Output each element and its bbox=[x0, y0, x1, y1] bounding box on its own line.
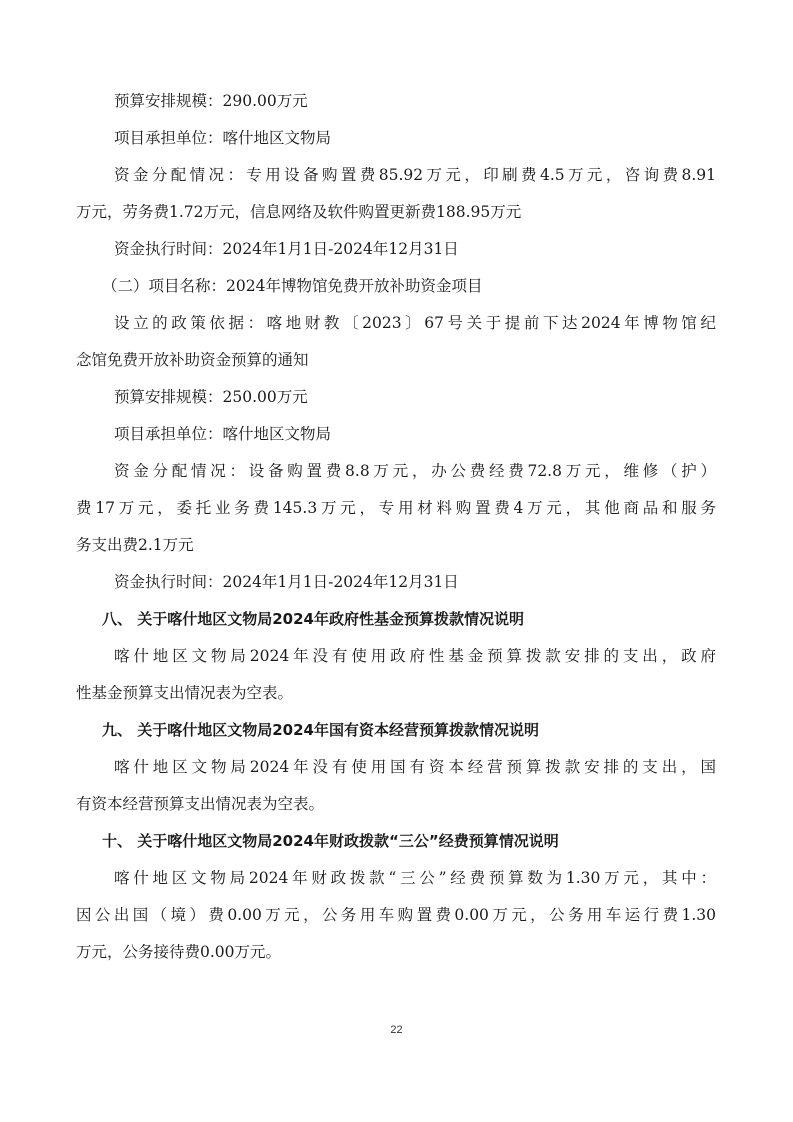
execution-time-line-2: 资金执行时间：2024年1月1日-2024年12月31日 bbox=[114, 573, 459, 591]
policy-basis-line-2a: 设立的政策依据：喀地财教〔2023〕67号关于提前下达2024年博物馆纪 bbox=[114, 314, 716, 332]
section-8-paragraph-b: 性基金预算支出情况表为空表。 bbox=[76, 684, 294, 702]
project-name-line-2: （二）项目名称：2024年博物馆免费开放补助资金项目 bbox=[102, 277, 483, 295]
fund-allocation-line-2a: 资金分配情况：设备购置费8.8万元，办公费经费72.8万元，维修（护） bbox=[114, 462, 716, 480]
fund-allocation-line-1b: 万元，劳务费1.72万元，信息网络及软件购置更新费188.95万元 bbox=[76, 203, 522, 221]
section-9-paragraph-b: 有资本经营预算支出情况表为空表。 bbox=[76, 795, 325, 813]
section-8-paragraph-a: 喀什地区文物局2024年没有使用政府性基金预算拨款安排的支出，政府 bbox=[114, 647, 716, 665]
section-10-paragraph-c: 万元，公务接待费0.00万元。 bbox=[76, 943, 282, 961]
project-unit-line-2: 项目承担单位：喀什地区文物局 bbox=[114, 425, 332, 443]
fund-allocation-line-1a: 资金分配情况：专用设备购置费85.92万元，印刷费4.5万元，咨询费8.91 bbox=[114, 166, 716, 184]
section-9-heading: 九、 关于喀什地区文物局2024年国有资本经营预算拨款情况说明 bbox=[102, 721, 539, 739]
fund-allocation-line-2c: 务支出费2.1万元 bbox=[76, 536, 194, 554]
execution-time-line-1: 资金执行时间：2024年1月1日-2024年12月31日 bbox=[114, 240, 459, 258]
policy-basis-line-2b: 念馆免费开放补助资金预算的通知 bbox=[76, 351, 309, 369]
section-8-heading: 八、 关于喀什地区文物局2024年政府性基金预算拨款情况说明 bbox=[102, 610, 524, 628]
section-10-heading: 十、 关于喀什地区文物局2024年财政拨款“三公”经费预算情况说明 bbox=[102, 832, 559, 850]
project-unit-line-1: 项目承担单位：喀什地区文物局 bbox=[114, 129, 332, 147]
section-10-paragraph-a: 喀什地区文物局2024年财政拨款“三公”经费预算数为1.30万元，其中： bbox=[114, 869, 716, 887]
budget-scale-line-1: 预算安排规模：290.00万元 bbox=[114, 92, 308, 110]
page-number: 22 bbox=[390, 1024, 403, 1036]
section-9-paragraph-a: 喀什地区文物局2024年没有使用国有资本经营预算拨款安排的支出，国 bbox=[114, 758, 716, 776]
section-10-paragraph-b: 因公出国（境）费0.00万元，公务用车购置费0.00万元，公务用车运行费1.30 bbox=[76, 906, 716, 924]
fund-allocation-line-2b: 费17万元，委托业务费145.3万元，专用材料购置费4万元，其他商品和服务 bbox=[76, 499, 716, 517]
budget-scale-line-2: 预算安排规模：250.00万元 bbox=[114, 388, 308, 406]
